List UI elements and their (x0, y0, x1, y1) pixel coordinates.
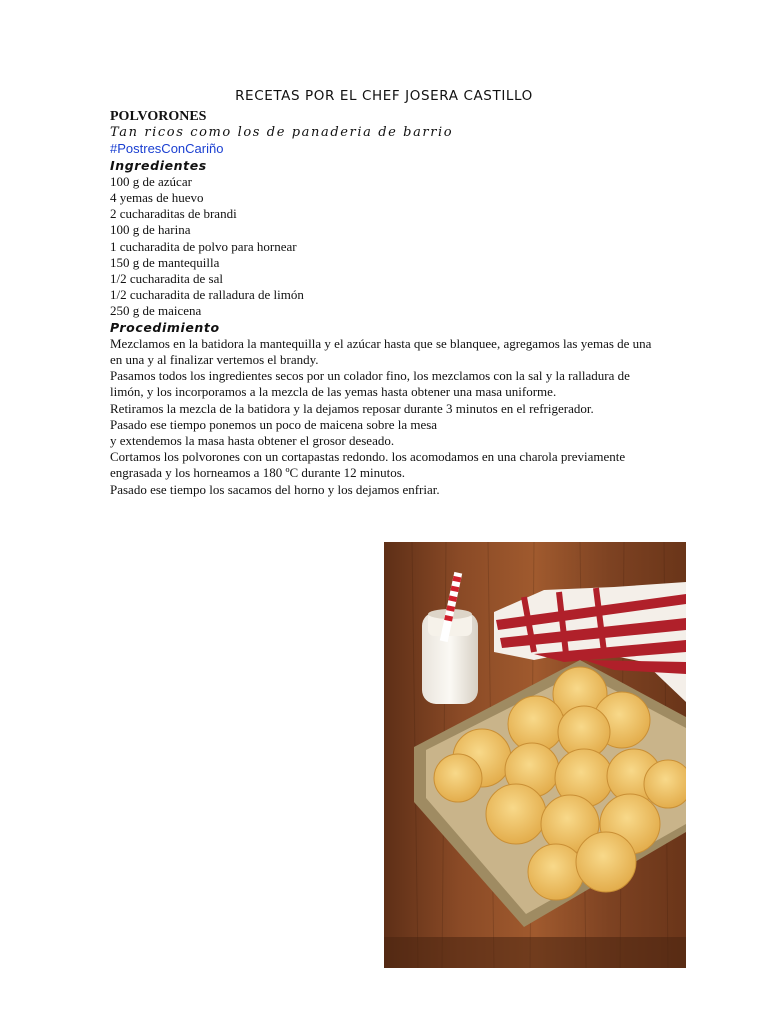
recipe-subtitle: Tan ricos como los de panaderia de barrio (110, 125, 454, 141)
ingredient-item: 1/2 cucharadita de ralladura de limón (110, 287, 304, 303)
ingredient-item: 2 cucharaditas de brandi (110, 206, 237, 222)
ingredient-item: 100 g de harina (110, 222, 191, 238)
ingredient-item: 4 yemas de huevo (110, 190, 204, 206)
ingredient-item: 1/2 cucharadita de sal (110, 271, 223, 287)
ingredients-list (110, 174, 655, 320)
polvorones-photo (384, 542, 686, 968)
recipe-name: POLVORONES (110, 109, 207, 124)
ingredient-item: 250 g de maicena (110, 303, 202, 319)
ingredient-item: 100 g de azúcar (110, 173, 192, 189)
procedure-steps (110, 336, 655, 498)
procedure-heading: Procedimiento (110, 319, 220, 335)
procedure-step: Cortamos los polvorones con un cortapastas redondo. los acomodamos en una charola previamente engrasada y los horneamos a 180 ºC durante 12 minutos. (110, 449, 626, 481)
procedure-step: y extendemos la masa hasta obtener el grosor deseado. (110, 433, 395, 449)
ingredient-item: 150 g de mantequilla (110, 254, 220, 270)
ingredients-heading: Ingredientes (110, 157, 207, 173)
hashtag-link[interactable]: #PostresConCariño (110, 141, 224, 157)
page-title: RECETAS POR EL CHEF JOSERA CASTILLO (235, 88, 533, 104)
procedure-step: Pasado ese tiempo los sacamos del horno y los dejamos enfriar. (110, 481, 440, 497)
procedure-step: Retiramos la mezcla de la batidora y la dejamos reposar durante 3 minutos en el refrigerador. (110, 400, 594, 416)
recipe-body (110, 109, 655, 498)
procedure-step: Pasado ese tiempo ponemos un poco de maicena sobre la mesa (110, 416, 438, 432)
procedure-step: Mezclamos en la batidora la mantequilla y el azúcar hasta que se blanquee, agregamos las yemas de una en una y al finalizar vertemos el brandy. (110, 335, 652, 368)
procedure-step: Pasamos todos los ingredientes secos por un colador fino, los mezclamos con la sal y la ralladura de limón, y los incorporamos a la mezcla de las yemas hasta obtener una masa uniforme. (110, 368, 630, 400)
ingredient-item: 1 cucharadita de polvo para hornear (110, 238, 297, 254)
